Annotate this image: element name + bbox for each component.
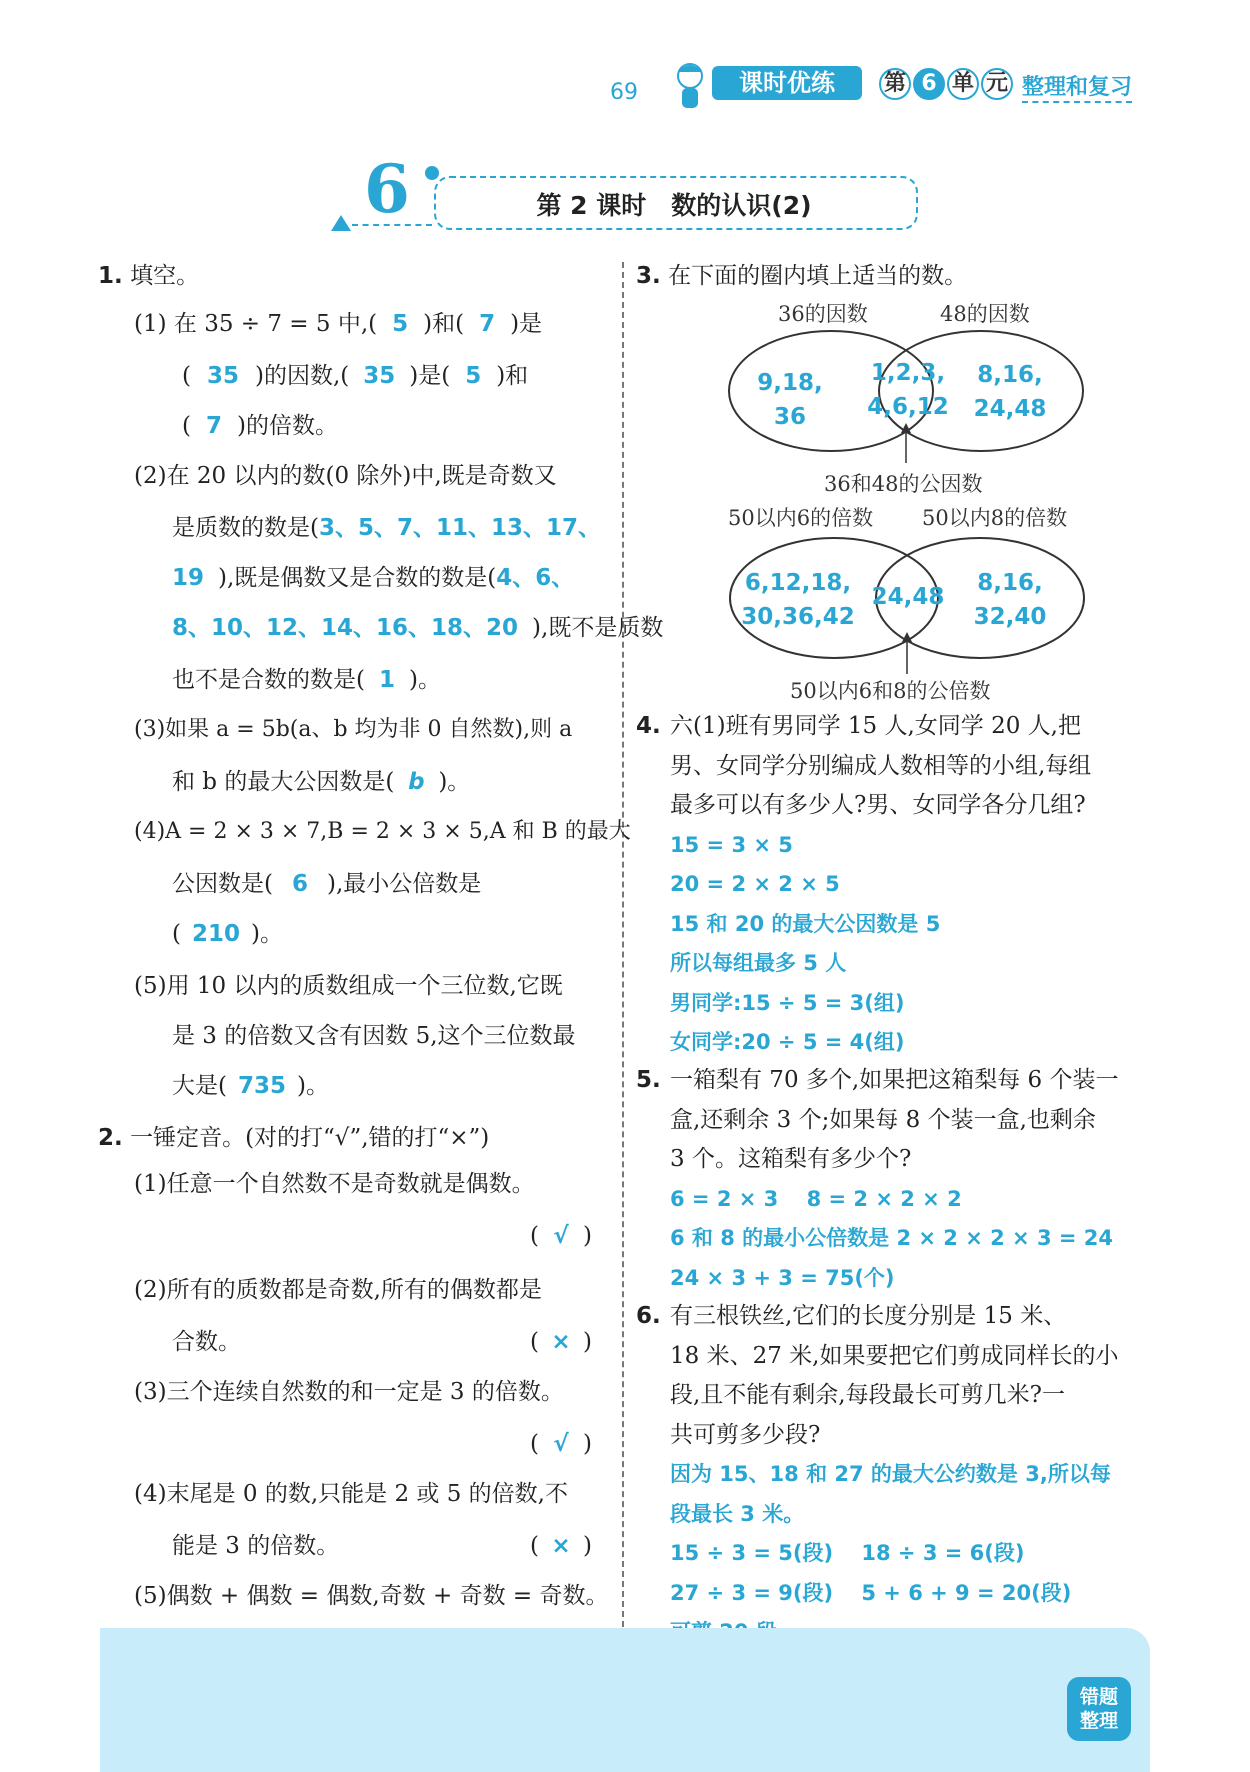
text: ( — [182, 363, 191, 389]
q2-answer-paren — [530, 1222, 592, 1250]
answer-blank: 19 — [172, 565, 205, 591]
q1-s2-line2 — [172, 514, 601, 542]
text: )。 — [250, 921, 283, 947]
q2-answer-mark: √ — [553, 1431, 569, 1457]
text: )的因数,( — [254, 363, 350, 389]
paren-close: ) — [582, 1223, 592, 1249]
venn2-left-values — [738, 566, 858, 634]
text: )是( — [409, 363, 451, 389]
q2-title: 一锤定音。(对的打“√”,错的打“×”) — [130, 1125, 490, 1151]
venn2-right-label: 50以内8的倍数 — [922, 506, 1068, 530]
q1-s1-line3 — [182, 412, 338, 440]
venn1-left-values — [740, 366, 840, 434]
text: 和 b 的最大公因数是( — [172, 769, 395, 795]
q2-item-text-cont: 能是 3 的倍数。 — [172, 1533, 340, 1559]
venn1-bottom-label: 36和48的公因数 — [824, 472, 983, 496]
q4-answer-line: 15 = 3 × 5 — [670, 832, 793, 857]
q6-answer-line: 因为 15、18 和 27 的最大公约数是 3,所以每 — [670, 1462, 1111, 1486]
q2-item-text-cont: 合数。 — [172, 1329, 241, 1355]
q1-title: 填空。 — [130, 263, 200, 289]
answer-blank: 7 — [205, 413, 222, 439]
paren-close: ) — [582, 1533, 592, 1559]
paren-open: ( — [530, 1533, 539, 1559]
value: 30,36,42 — [741, 604, 855, 630]
q1-s3-line1: (3)如果 a = 5b(a、b 均为非 0 自然数),则 a — [134, 717, 573, 742]
q1-s1-line2 — [182, 362, 528, 390]
q2-header — [98, 1124, 489, 1152]
answer-blank: 735 — [237, 1073, 286, 1099]
q4-number: 4. — [636, 713, 661, 739]
q5-question-line: 盒,还剩余 3 个;如果每 8 个装一盒,也剩余 — [670, 1106, 1096, 1133]
unit-suffix: 元 — [981, 68, 1013, 100]
error-box-line2: 整理 — [1079, 1710, 1118, 1732]
unit-prefix: 第 — [879, 68, 911, 100]
q2-item-text: (4)末尾是 0 的数,只能是 2 或 5 的倍数,不 — [134, 1481, 568, 1507]
q6-question-line: 18 米、27 米,如果要把它们剪成同样长的小 — [670, 1342, 1119, 1369]
value: 1,2,3, — [870, 360, 946, 386]
q4-answer-line: 所以每组最多 5 人 — [670, 951, 847, 975]
q1-s5-line2: 是 3 的倍数又含有因数 5,这个三位数最 — [172, 1023, 576, 1049]
q2-number: 2. — [98, 1125, 123, 1151]
q1-s4-line1: (4)A = 2 × 3 × 7,B = 2 × 3 × 5,A 和 B 的最大 — [134, 819, 631, 844]
text: )和( — [423, 311, 465, 337]
q2-item-text: (3)三个连续自然数的和一定是 3 的倍数。 — [134, 1379, 564, 1405]
q1-s2-line1: (2)在 20 以内的数(0 除外)中,既是奇数又 — [134, 463, 557, 489]
text: )和 — [496, 363, 529, 389]
value: 6,12,18, — [744, 570, 852, 596]
triangle-icon — [330, 214, 352, 232]
answer-blank: 5 — [465, 363, 482, 389]
paren-open: ( — [530, 1431, 539, 1457]
answer-blank: 35 — [206, 363, 239, 389]
answer-blank: 210 — [191, 921, 240, 947]
value: 4,6,12 — [867, 394, 949, 420]
q5-answer-line: 24 × 3 + 3 = 75(个) — [670, 1265, 895, 1290]
text: 公因数是( — [172, 871, 273, 897]
text: )。 — [408, 667, 441, 693]
value: 24,48 — [973, 396, 1047, 422]
q5-question-line: 一箱梨有 70 多个,如果把这箱梨每 6 个装一 — [670, 1067, 1119, 1093]
venn2-right-values — [960, 566, 1060, 634]
unit-mid: 单 — [947, 68, 979, 100]
q6-question-line: 段,且不能有剩余,每段最长可剪几米?一 — [670, 1382, 1065, 1408]
q4-answer-line: 男同学:15 ÷ 5 = 3(组) — [670, 990, 905, 1015]
unit-number: 6 — [913, 68, 945, 100]
q2-answer-mark: × — [551, 1329, 571, 1355]
venn2-left-label: 50以内6的倍数 — [728, 506, 874, 530]
q2-item-text: (1)任意一个自然数不是奇数就是偶数。 — [134, 1171, 535, 1197]
column-divider — [622, 262, 624, 1647]
q4-answer-line: 女同学:20 ÷ 5 = 4(组) — [670, 1030, 905, 1054]
text: 大是( — [172, 1073, 227, 1099]
q4-answer-line: 20 = 2 × 2 × 5 — [670, 872, 840, 896]
paren-close: ) — [582, 1431, 592, 1457]
q6-answer-line: 15 ÷ 3 = 5(段) 18 ÷ 3 = 6(段) — [670, 1541, 1025, 1565]
q5-answer-line: 6 和 8 的最小公倍数是 2 × 2 × 2 × 3 = 24 — [670, 1226, 1114, 1250]
q6-question-line: 共可剪多少段? — [670, 1421, 821, 1448]
answer-blank: 8、10、12、14、16、18、20 — [172, 615, 519, 641]
text: (1) 在 35 ÷ 7 = 5 中,( — [134, 311, 378, 337]
answer-blank: 3、5、7、11、13、17、 — [318, 515, 602, 541]
venn1-mid-values — [858, 356, 958, 424]
text: 也不是合数的数是( — [172, 667, 365, 693]
q4-question-line: 男、女同学分别编成人数相等的小组,每组 — [670, 752, 1092, 779]
q2-item-text: (5)偶数 + 偶数 = 偶数,奇数 + 奇数 = 奇数。 — [134, 1583, 609, 1609]
paren-open: ( — [530, 1223, 539, 1249]
answer-blank: 4、6、 — [496, 565, 575, 591]
q2-answer-paren — [530, 1328, 592, 1356]
value: 8,16, — [977, 570, 1043, 596]
answer-blank: 5 — [392, 311, 409, 337]
q2-answer-mark: × — [551, 1533, 571, 1559]
q1-s2-line3 — [172, 564, 574, 592]
title-dot — [425, 166, 439, 180]
answer-blank: 6 — [291, 871, 308, 897]
value: 8,16, — [977, 362, 1043, 388]
value: 36 — [773, 404, 806, 430]
q3-header — [636, 262, 967, 290]
q5-number: 5. — [636, 1067, 661, 1093]
venn1-left-label: 36的因数 — [778, 302, 868, 326]
q3-number: 3. — [636, 263, 661, 289]
value: 9,18, — [757, 370, 823, 396]
q6-number: 6. — [636, 1303, 661, 1329]
q1-s4-line2 — [172, 870, 481, 898]
error-notes-button[interactable] — [1067, 1677, 1131, 1741]
answer-blank: b — [408, 769, 425, 795]
q2-item-text: (2)所有的质数都是奇数,所有的偶数都是 — [134, 1277, 542, 1303]
venn2-bottom-label: 50以内6和8的公倍数 — [790, 679, 991, 703]
answer-blank: 35 — [363, 363, 396, 389]
text: 是质数的数是( — [172, 515, 319, 541]
error-box-line1: 错题 — [1079, 1686, 1118, 1708]
q1-s1-line1 — [134, 310, 542, 338]
text: ( — [172, 921, 181, 947]
text: ),最小公倍数是 — [326, 871, 482, 897]
q5-answer-line: 6 = 2 × 3 8 = 2 × 2 × 2 — [670, 1186, 962, 1211]
q6-answer-line: 段最长 3 米。 — [670, 1501, 805, 1526]
lesson-number: 6 — [364, 150, 410, 228]
q1-s2-line5 — [172, 666, 441, 694]
q4-question-line: 最多可以有多少人?男、女同学各分几组? — [670, 792, 1086, 818]
title-rule — [352, 224, 432, 226]
q3-title: 在下面的圈内填上适当的数。 — [668, 263, 968, 289]
paren-close: ) — [582, 1329, 592, 1355]
q2-answer-mark: √ — [553, 1223, 569, 1249]
q1-header — [98, 262, 199, 290]
mascot-icon — [668, 58, 712, 114]
footer-band — [100, 1628, 1150, 1772]
venn1-right-label: 48的因数 — [940, 302, 1030, 326]
q4-question-line: 六(1)班有男同学 15 人,女同学 20 人,把 — [670, 713, 1081, 739]
answer-blank: 1 — [378, 667, 395, 693]
venn2-mid-values — [858, 580, 958, 614]
page-number: 69 — [610, 80, 638, 105]
text: )是 — [510, 311, 543, 337]
text: )。 — [296, 1073, 329, 1099]
text: ( — [182, 413, 191, 439]
lesson-title: 第 2 课时 数的认识(2) — [536, 191, 812, 220]
text: )的倍数。 — [236, 413, 338, 439]
q1-s4-line3 — [172, 920, 283, 948]
section-name: 整理和复习 — [1022, 70, 1132, 103]
text: ),既是偶数又是合数的数是( — [218, 565, 497, 591]
q2-answer-paren — [530, 1430, 592, 1458]
value: 32,40 — [973, 604, 1047, 630]
unit-label — [878, 68, 1014, 100]
paren-open: ( — [530, 1329, 539, 1355]
q1-number: 1. — [98, 263, 123, 289]
q1-s3-line2 — [172, 768, 470, 796]
value: 24,48 — [871, 584, 945, 610]
header-banner: 课时优练 — [712, 66, 862, 100]
q6-question-line: 有三根铁丝,它们的长度分别是 15 米、 — [670, 1303, 1067, 1329]
q1-s2-line4 — [172, 614, 663, 642]
text: ),既不是质数 — [532, 615, 664, 641]
q4-answer-line: 15 和 20 的最大公因数是 5 — [670, 911, 941, 936]
q6-answer-line: 27 ÷ 3 = 9(段) 5 + 6 + 9 = 20(段) — [670, 1580, 1072, 1605]
q2-answer-paren — [530, 1532, 592, 1560]
answer-blank: 7 — [479, 311, 496, 337]
venn1-right-values — [960, 358, 1060, 426]
q1-s5-line1: (5)用 10 以内的质数组成一个三位数,它既 — [134, 973, 563, 999]
q5-question-line: 3 个。这箱梨有多少个? — [670, 1146, 912, 1172]
q1-s5-line3 — [172, 1072, 329, 1100]
text: )。 — [438, 769, 471, 795]
